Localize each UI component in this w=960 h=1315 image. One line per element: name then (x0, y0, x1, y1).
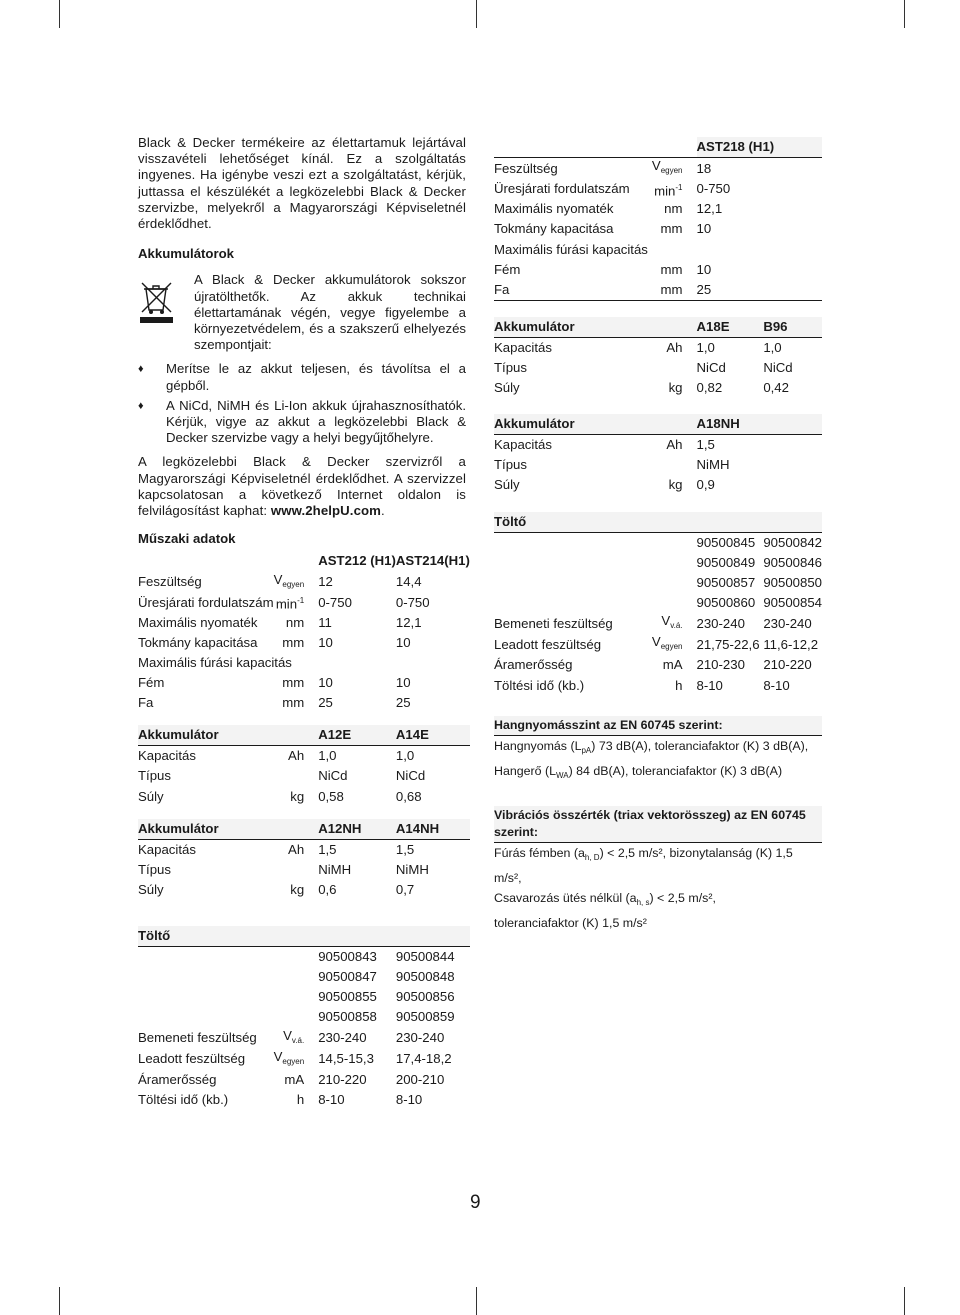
row-unit: h (296, 1091, 305, 1107)
part-number: 90500855 (318, 989, 377, 1005)
left-column (138, 135, 470, 1110)
row-label: Üresjárati fordulatszám (138, 594, 274, 610)
table-row (138, 673, 470, 693)
row-unit: $V_{egyen}$ (651, 634, 683, 652)
row-value: 17,4-18,2 (395, 1051, 452, 1067)
header-cell: A12E (318, 725, 396, 746)
part-number: 90500857 (696, 574, 756, 590)
service-text: A legközelebbi Black & Decker szervizről a Magyarországi Képviseletnél érdeklődhet. A szervizzel kapcsolatosan a következő Internet oldalon is felvilágosítást kaphat: (138, 454, 466, 519)
row-label: Súly (494, 380, 520, 396)
row-value: NiMH (696, 457, 730, 473)
row-value: 1,5 (696, 437, 715, 453)
row-unit: kg (668, 380, 683, 396)
bullet-text: A NiCd, NiMH és Li-Ion akkuk újrahasznosíthatók. Kérjük, vigye az akkut a legközelebbi Black & Decker szervizbe vagy a helyi begyűjtőhelyre. (166, 397, 466, 446)
row-label: Leadott feszültség (138, 1051, 246, 1067)
row-value: 0,82 (696, 380, 723, 396)
row-label: Töltési idő (kb.) (138, 1091, 229, 1107)
row-value: 230-240 (696, 615, 745, 631)
row-value: NiCd (395, 768, 426, 784)
table-row (494, 655, 822, 675)
right-column (494, 137, 822, 933)
row-value: 10 (395, 634, 411, 650)
row-value: 230-240 (318, 1030, 367, 1046)
table-row (138, 746, 470, 767)
row-value: 210-220 (763, 657, 812, 673)
tech-data-heading: Műszaki adatok (138, 531, 236, 547)
header-cell: Töltő (494, 512, 630, 533)
table-row (138, 1028, 470, 1049)
row-unit: $V_{egyen}$ (273, 571, 305, 589)
table-row (494, 260, 822, 280)
row-unit: mm (660, 281, 683, 297)
table-header (494, 414, 822, 435)
row-value: 8-10 (763, 677, 790, 693)
table-row (138, 572, 470, 593)
table-row (494, 179, 822, 199)
intro-paragraph: Black & Decker termékeire az élettartamuk lejártával visszavételi lehetőséget kínál. Ez a szolgáltatás ingyenes. Ha igénybe veszi ezt a szolgáltatást, kérjük, juttassa el készülékét a legközelebbi Black & Decker szervizbe, melyekről a Magyarországi Képviseletnél érdeklődhet. (138, 135, 466, 232)
row-unit: kg (290, 881, 305, 897)
row-value: 200-210 (395, 1071, 445, 1087)
table-row (494, 676, 822, 696)
table-row (494, 240, 822, 260)
table-row (138, 860, 470, 880)
header-cell: Töltő (138, 926, 274, 947)
left-tool-table (138, 551, 470, 1110)
row-unit: h (675, 677, 683, 693)
row-value: 25 (318, 695, 333, 711)
row-unit: $V_{v.á.}$ (283, 1027, 305, 1045)
row-value: 8-10 (318, 1091, 345, 1107)
row-value: 25 (696, 281, 712, 297)
table-row (138, 1090, 470, 1110)
row-value: NiMH (318, 861, 352, 877)
row-unit: Ah (288, 841, 305, 857)
row-unit: mm (282, 634, 305, 650)
row-value: 0,68 (395, 788, 422, 804)
row-label: Fém (494, 261, 521, 277)
part-number: 90500849 (696, 554, 756, 570)
service-suffix: . (380, 503, 385, 519)
row-value: 1,0 (696, 339, 715, 355)
row-value: 18 (696, 160, 712, 176)
row-unit: Ah (666, 339, 683, 355)
header-cell: A14E (396, 725, 470, 746)
crossed-bin-icon (138, 280, 176, 324)
vibration-line: toleranciafaktor (K) 1,5 m/s² (494, 915, 647, 930)
table-header (494, 512, 822, 533)
table-row (138, 1070, 470, 1090)
row-value: 210-220 (318, 1071, 367, 1087)
page-number: 9 (470, 1192, 481, 1213)
table-row (494, 219, 822, 239)
row-value: 14,5-15,3 (318, 1051, 374, 1067)
part-number: 90500847 (318, 969, 377, 985)
row-value: 8-10 (696, 677, 723, 693)
row-unit: $V_{egyen}$ (651, 158, 683, 176)
header-cell: Akkumulátor (494, 414, 630, 435)
table-row (494, 634, 822, 655)
service-paragraph (138, 454, 466, 519)
table-row (138, 653, 470, 673)
row-value: 0,6 (318, 881, 337, 897)
table-header (138, 926, 470, 947)
row-label: Típus (494, 457, 527, 473)
table-header (138, 725, 470, 746)
row-value: 0,7 (395, 881, 415, 897)
table-row (494, 613, 822, 634)
row-label: Áramerősség (138, 1071, 217, 1087)
row-value: 230-240 (395, 1030, 445, 1046)
row-label: Tokmány kapacitása (138, 634, 258, 650)
row-label: Fém (138, 675, 165, 691)
part-number: 90500854 (763, 594, 822, 610)
part-number: 90500859 (395, 1009, 455, 1025)
header-cell: A14NH (396, 819, 470, 840)
table-header (494, 317, 822, 338)
header-cell: Akkumulátor (138, 819, 274, 840)
row-label: Maximális fúrási kapacitás (494, 241, 648, 257)
right-tool-table (494, 137, 822, 696)
table-row (494, 593, 822, 613)
vibration-heading: Vibrációs összérték (triax vektorösszeg) az EN 60745 szerint: (494, 806, 822, 843)
row-label: Leadott feszültség (494, 636, 602, 652)
row-value: 1,5 (395, 841, 415, 857)
crop-mark (476, 0, 477, 28)
row-value: 0-750 (395, 594, 430, 610)
table-row (494, 553, 822, 573)
row-label: Súly (494, 477, 520, 493)
table-header (494, 137, 822, 158)
row-unit: mA (662, 657, 683, 673)
row-unit: kg (290, 788, 305, 804)
row-label: Súly (138, 881, 164, 897)
row-value: 12 (318, 574, 333, 590)
table-row (494, 358, 822, 378)
row-unit: Ah (666, 437, 683, 453)
table-row (138, 593, 470, 613)
noise-line: Hangnyomás $(L_{pA})$ 73 dB(A), toleranciafaktor (K) 3 dB(A), (494, 738, 809, 755)
row-value: 0,42 (763, 380, 789, 396)
batteries-section (138, 272, 466, 353)
table-row (138, 767, 470, 787)
part-number: 90500850 (763, 574, 822, 590)
list-item (138, 398, 466, 447)
row-value: 0,9 (696, 477, 715, 493)
vibration-line: Csavarozás ütés nélkül $(a_{h, s}) < 2,5$ m/s², (494, 890, 716, 907)
table-row (138, 551, 470, 571)
diamond-bullet-icon: ♦ (138, 399, 144, 412)
batteries-text: A Black & Decker akkumulátorok sokszor újratölthetők. Az akkuk technikai élettartamának végén, vegye figyelembe a környezetvédelem, és a szakszerű elhelyezés szempontjait: (194, 272, 466, 353)
row-value: 14,4 (395, 574, 422, 590)
table-row (138, 613, 470, 633)
row-value: 0-750 (318, 594, 352, 610)
crop-mark (904, 1287, 905, 1315)
table-row (494, 280, 822, 301)
row-value: NiMH (395, 861, 429, 877)
header-cell: A18E (697, 317, 764, 338)
row-value: 230-240 (763, 615, 812, 631)
row-label: Maximális nyomaték (494, 201, 614, 217)
row-value: 210-230 (696, 657, 745, 673)
row-label: Töltési idő (kb.) (494, 677, 585, 693)
table-row (138, 839, 470, 860)
batteries-heading: Akkumulátorok (138, 246, 234, 262)
row-value: 10 (318, 675, 333, 691)
noise-line: Hangerő $(L_{WA})$ 84 dB(A), toleranciafaktor (K) 3 dB(A) (494, 763, 783, 780)
header-cell: Akkumulátor (138, 725, 274, 746)
row-label: Kapacitás (138, 748, 196, 764)
row-unit: mm (660, 261, 683, 277)
header-cell: A12NH (318, 819, 396, 840)
part-number: 90500846 (763, 554, 822, 570)
table-row (494, 337, 822, 358)
row-value: 1,0 (318, 748, 337, 764)
table-row (138, 787, 470, 807)
row-unit: $\min^{-1}$ (275, 596, 305, 612)
row-unit: Ah (288, 748, 305, 764)
row-unit: mA (284, 1071, 305, 1087)
row-value: 10 (395, 675, 411, 691)
crop-mark (476, 1287, 477, 1315)
row-value: 25 (395, 695, 411, 711)
row-value: 10 (696, 261, 712, 277)
table-row (138, 947, 470, 968)
table-row (494, 158, 822, 180)
row-value: 8-10 (395, 1091, 423, 1107)
bullet-text: Merítse le az akkut teljesen, és távolítsa el a gépből. (166, 361, 466, 393)
table-row (494, 378, 822, 398)
row-value: NiCd (763, 359, 793, 375)
row-label: Feszültség (138, 574, 202, 590)
part-number: 90500842 (763, 534, 822, 550)
list-item (138, 361, 466, 393)
row-label: Típus (138, 768, 171, 784)
table-row (138, 693, 470, 713)
part-number: 90500844 (395, 949, 455, 965)
table-row (138, 987, 470, 1007)
table-row (494, 476, 822, 496)
row-label: Üresjárati fordulatszám (494, 181, 630, 197)
row-label: Kapacitás (494, 437, 552, 453)
row-value: 0-750 (696, 181, 731, 197)
row-unit: nm (664, 201, 683, 217)
row-unit: mm (282, 695, 305, 711)
table-row (494, 199, 822, 219)
table-row (494, 435, 822, 456)
row-value: 12,1 (696, 201, 723, 217)
crop-mark (59, 0, 60, 28)
table-row (494, 455, 822, 475)
row-unit: $V_{egyen}$ (273, 1048, 305, 1066)
table-row (494, 532, 822, 553)
part-number: 90500858 (318, 1009, 377, 1025)
model-header: AST214(H1) (395, 553, 470, 569)
row-unit: mm (282, 675, 305, 691)
row-label: Kapacitás (138, 841, 196, 857)
row-label: Fa (494, 281, 510, 297)
table-row (138, 967, 470, 987)
row-value: 1,5 (318, 841, 337, 857)
crop-mark (904, 0, 905, 28)
row-value: 10 (318, 634, 333, 650)
part-number: 90500856 (395, 989, 455, 1005)
table-row (138, 633, 470, 653)
row-label: Bemeneti feszültség (138, 1030, 257, 1046)
row-value: 12,1 (395, 614, 422, 630)
part-number: 90500848 (395, 969, 455, 985)
row-label: Maximális nyomaték (138, 614, 258, 630)
model-header: AST212 (H1) (318, 553, 396, 569)
row-label: Fa (138, 695, 154, 711)
diamond-bullet-icon: ♦ (138, 363, 144, 376)
row-label: Tokmány kapacitása (494, 221, 614, 237)
header-cell: A18NH (697, 414, 764, 435)
row-label: Áramerősség (494, 657, 573, 673)
row-unit: nm (285, 614, 305, 630)
model-header: AST218 (H1) (697, 137, 823, 158)
service-url: www.2helpU.com (270, 503, 381, 519)
row-label: Típus (138, 861, 171, 877)
row-unit: $\min^{-1}$ (654, 182, 683, 198)
row-unit: kg (668, 477, 683, 493)
row-value: NiCd (696, 359, 726, 375)
row-label: Maximális fúrási kapacitás (138, 654, 292, 670)
row-unit: $V_{v.á.}$ (661, 613, 683, 631)
row-value: 0,58 (318, 788, 344, 804)
part-number: 90500860 (696, 594, 756, 610)
row-label: Bemeneti feszültség (494, 615, 613, 631)
row-value: NiCd (318, 768, 348, 784)
row-label: Súly (138, 788, 164, 804)
table-header (138, 819, 470, 840)
row-label: Feszültség (494, 160, 558, 176)
table-row (138, 1049, 470, 1070)
row-value: 10 (696, 221, 712, 237)
header-cell: Akkumulátor (494, 317, 630, 338)
crop-mark (59, 1287, 60, 1315)
row-value: 1,0 (395, 748, 415, 764)
header-cell: B96 (763, 317, 822, 338)
row-value: 11 (318, 614, 332, 630)
noise-heading: Hangnyomásszint az EN 60745 szerint: (494, 716, 822, 736)
row-label: Típus (494, 359, 527, 375)
row-value: 11,6-12,2 (763, 636, 819, 652)
row-label: Kapacitás (494, 339, 552, 355)
row-value: 1,0 (763, 339, 782, 355)
row-unit: mm (660, 221, 683, 237)
table-row (138, 880, 470, 900)
part-number: 90500843 (318, 949, 377, 965)
table-row (494, 573, 822, 593)
table-row (138, 1007, 470, 1027)
row-value: 21,75-22,6 (696, 636, 760, 652)
vibration-line: Fúrás fémben $(a_{h, D}) < 2,5$ m/s², bizonytalanság (K) 1,5 m/s², (494, 845, 793, 885)
part-number: 90500845 (696, 534, 756, 550)
